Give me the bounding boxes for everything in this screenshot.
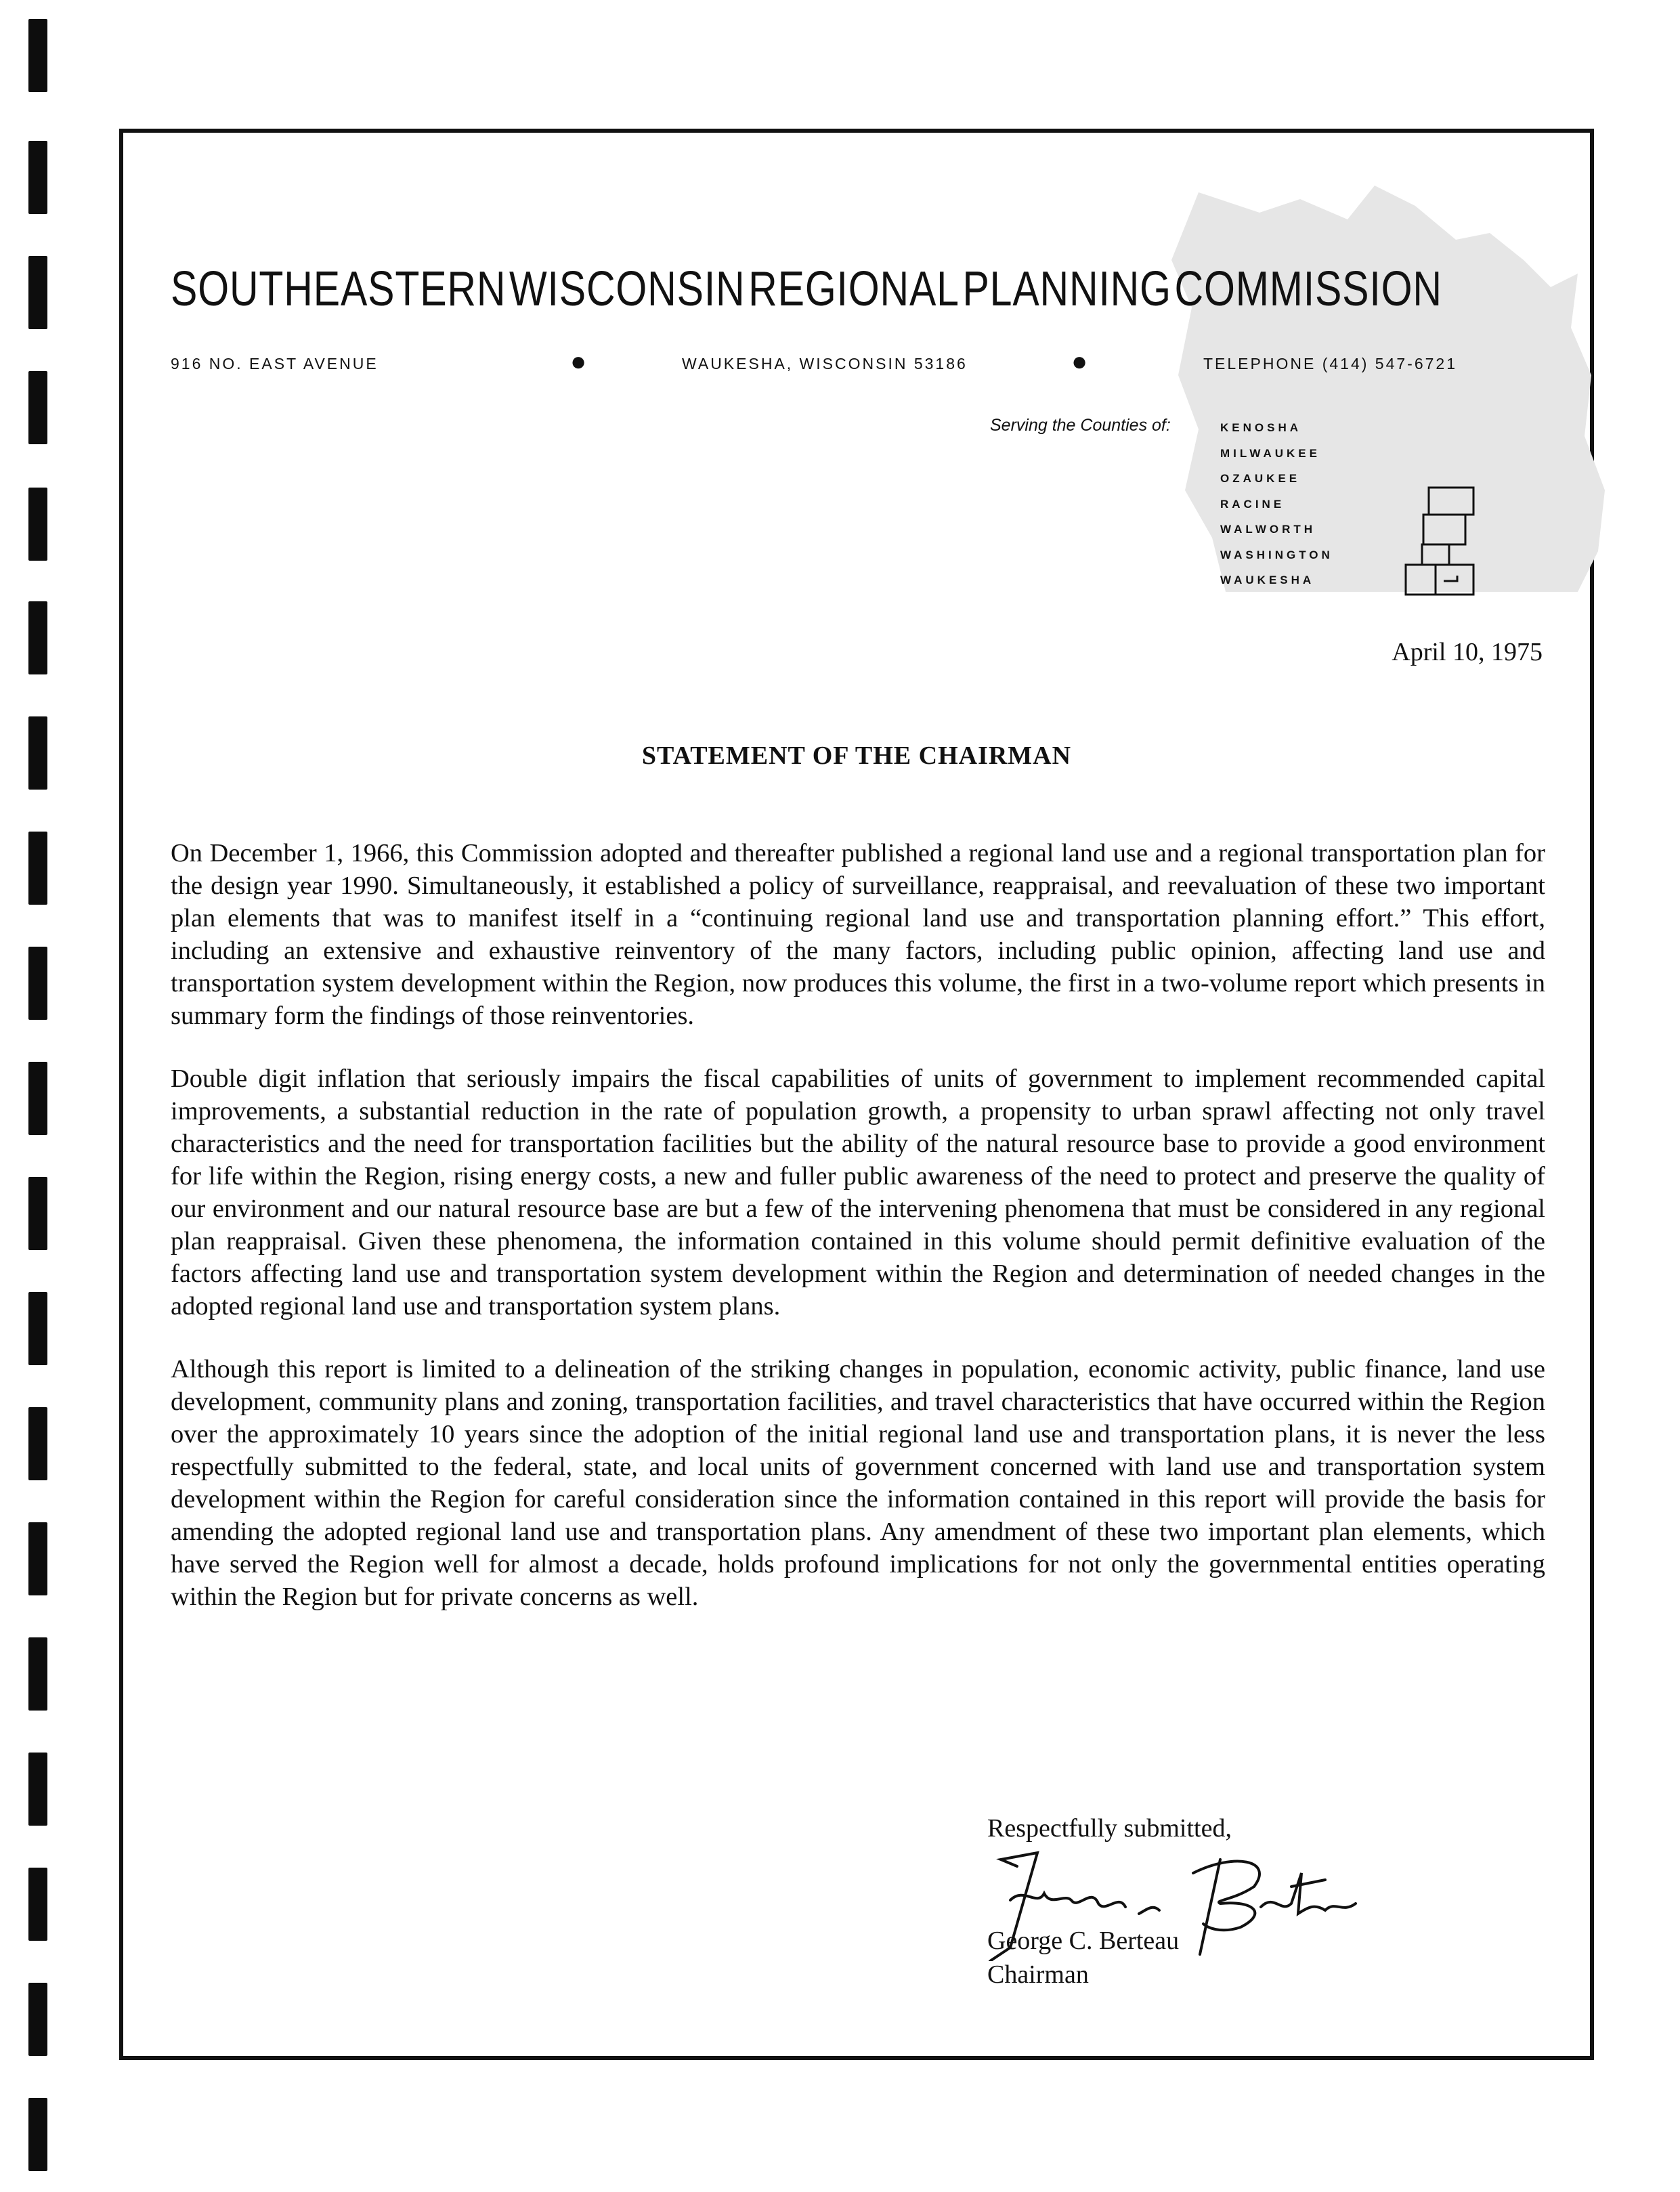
county-grid-icon: [1403, 486, 1478, 596]
binding-hole: [28, 1522, 47, 1595]
paragraph: Double digit inflation that seriously impairs the fiscal capabilities of units of government to implement recommended capital improvements, a substantial reduction in the rate of population growth, a propensity to urban sprawl affecting not only travel characteristics and the need for transportation facilities but the ability of the natural resource base to provide a good environment for life within the Region, rising energy costs, a new and fuller public awareness of the need to protect and preserve the quality of our environment and our natural resource base are but a few of the intervening phenomena that must be considered in any regional plan reappraisal. Given these phenomena, the information contained in this volume should permit definitive evaluation of the factors affecting land use and transportation system development within the Region and determination of needed changes in the adopted regional land use and transportation system plans.: [171, 1065, 1545, 1320]
commission-name: [171, 261, 1442, 317]
binding-holes: [0, 0, 95, 2192]
binding-hole: [28, 2098, 47, 2171]
city-address: WAUKESHA, WISCONSIN 53186: [682, 355, 968, 372]
binding-hole: [28, 371, 47, 444]
binding-hole: [28, 832, 47, 905]
county-name: WAUKESHA: [1220, 574, 1315, 586]
county-list: [1220, 421, 1333, 599]
binding-hole: [28, 1753, 47, 1826]
commission-name-word: PLANNING: [962, 262, 1171, 316]
binding-hole: [28, 1407, 47, 1480]
statement-body: [171, 837, 1545, 1643]
county-name: WASHINGTON: [1220, 548, 1333, 561]
page-frame: [119, 129, 1594, 2060]
binding-hole: [28, 488, 47, 561]
address-row: [171, 347, 1457, 382]
signer-title: Chairman: [987, 1960, 1089, 1989]
binding-hole: [28, 141, 47, 214]
serving-counties-label: Serving the Counties of:: [990, 416, 1171, 435]
closing: Respectfully submitted,: [987, 1814, 1232, 1843]
county-name: OZAUKEE: [1220, 472, 1301, 485]
paragraph: On December 1, 1966, this Commission adopted and thereafter published a regional land use and a regional transportation plan for the design year 1990. Simultaneously, it established a policy of surveillance, reappraisal, and reevaluation of these two important plan elements that was to manifest itself in a “continuing regional land use and transportation planning effort.” This effort, including an extensive and exhaustive reinventory of the many factors, including public opinion, affecting land use and transportation system development within the Region, now produces this volume, the first in a two-volume report which presents in summary form the findings of those reinventories.: [171, 839, 1545, 1030]
county-name: MILWAUKEE: [1220, 446, 1320, 460]
binding-hole: [28, 601, 47, 674]
letter-date: April 10, 1975: [1392, 638, 1543, 666]
paragraph: Although this report is limited to a delineation of the striking changes in population, economic activity, public finance, land use development, community plans and zoning, transportation facilities, and travel characteristics that have occurred within the Region over the approximately 10 years since the adoption of the initial regional land use and transportation plans, it is never the less respectfully submitted to the federal, state, and local units of government concerned with land use and transportation system development within the Region for careful consideration since the information contained in this report will provide the basis for amending the adopted regional land use and transportation plans. Any amendment of these two important plan elements, which have served the Region well for almost a decade, holds profound implications for not only the governmental entities operating within the Region but for private concerns as well.: [171, 1355, 1545, 1611]
signer-name: George C. Berteau: [987, 1927, 1180, 1955]
binding-hole: [28, 1177, 47, 1250]
telephone: TELEPHONE (414) 547-6721: [1203, 355, 1457, 372]
commission-name-word: REGIONAL: [748, 262, 960, 316]
county-name: WALWORTH: [1220, 523, 1316, 536]
street-address: 916 NO. EAST AVENUE: [171, 355, 379, 372]
commission-name-word: COMMISSION: [1174, 262, 1442, 316]
commission-name-word: SOUTHEASTERN: [171, 262, 507, 316]
binding-hole: [28, 716, 47, 790]
statement-heading: STATEMENT OF THE CHAIRMAN: [641, 742, 1072, 770]
binding-hole: [28, 1983, 47, 2056]
commission-name-word: WISCONSIN: [509, 262, 746, 316]
binding-hole: [28, 1637, 47, 1711]
county-name: KENOSHA: [1220, 421, 1302, 434]
binding-hole: [28, 256, 47, 329]
bullet-icon: ●: [1071, 347, 1090, 377]
county-name: RACINE: [1220, 497, 1285, 511]
binding-hole: [28, 19, 47, 92]
binding-hole: [28, 947, 47, 1020]
binding-hole: [28, 1868, 47, 1941]
bullet-icon: ●: [570, 347, 589, 377]
binding-hole: [28, 1292, 47, 1365]
binding-hole: [28, 1062, 47, 1135]
